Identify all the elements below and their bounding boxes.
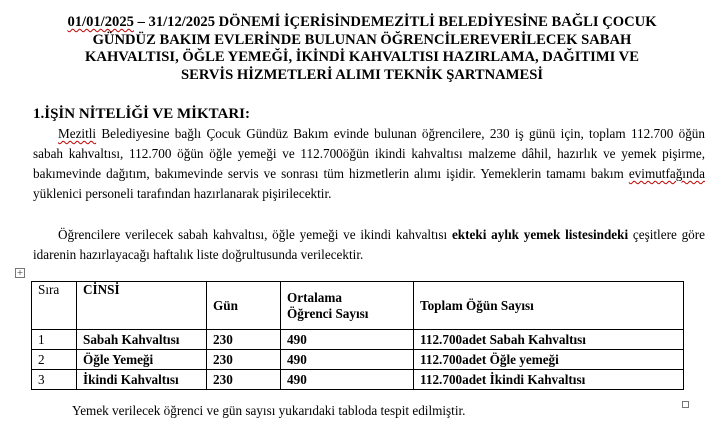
table-resize-handle[interactable] [682,401,689,408]
title-line-1-rest: – 31/12/2025 DÖNEMİ İÇERİSİNDEMEZİTLİ BELEDİYESİNE BAĞLI ÇOCUK [133,14,657,30]
cell-gun: 230 [207,330,281,350]
document-title [18,14,706,84]
paragraph-1-misspelled-word: evimutfağında [628,166,705,181]
header-sira: Sıra [32,282,77,330]
paragraph-1 [33,124,705,204]
table-row [32,370,684,390]
table-row [32,350,684,370]
meals-table [31,281,684,390]
cell-cinsi: Sabah Kahvaltısı [77,330,207,350]
title-line-4: SERVİS HİZMETLERİ ALIMI TEKNİK ŞARTNAMESİ [180,66,544,83]
footer-note: Yemek verilecek öğrenci ve gün sayısı yukarıdaki tabloda tespit edilmiştir. [72,403,466,418]
cell-cinsi: Öğle Yemeği [77,350,207,370]
header-ortalama-line-2: Öğrenci Sayısı [287,305,369,321]
section-heading: 1.İŞİN NİTELİĞİ VE MİKTARI: [33,106,250,122]
cell-sira: 3 [32,370,77,390]
table-header-row [32,282,684,330]
title-line-2: GÜNDÜZ BAKIM EVLERİNDE BULUNAN ÖĞRENCİLEREVERİLECEK SABAH [92,31,632,48]
paragraph-1-text-a: Belediyesine bağlı Çocuk Gündüz Bakım evinde bulunan öğrencilere, 230 iş günü için, toplam 112.700 öğün sabah kahvaltısı, 112.700 öğün öğle yemeği ve 112.700öğün ikindi kahvaltısı malzeme dâhil, hazırlık ve yemek pişirme, bakımevinde dağıtım, bakımevinde servis ve sonrası tüm hizmetlerin alımı işidir. Yemeklerin tamamı bakım [33,126,705,181]
cell-ortalama: 490 [281,370,414,390]
header-ortalama-line-1: Ortalama [287,289,342,305]
paragraph-2-text-b: çeşitlere göre idarenin hazırlayacağı haftalık liste doğrultusunda verilecektir. [33,227,706,262]
title-line-1 [18,14,706,32]
title-date-start: 01/01/2025 [67,14,134,30]
header-toplam: Toplam Öğün Sayısı [414,282,684,330]
paragraph-1-first-word: Mezitli [58,126,97,141]
cell-sira: 1 [32,330,77,350]
cell-cinsi: İkindi Kahvaltısı [77,370,207,390]
cell-gun: 230 [207,350,281,370]
table-move-handle-icon[interactable]: + [16,268,24,277]
paragraph-2-bold: ekteki aylık yemek listesindeki [451,227,629,242]
cell-toplam: 112.700adet Öğle yemeği [414,350,684,370]
cell-toplam: 112.700adet İkindi Kahvaltısı [414,370,684,390]
cell-toplam: 112.700adet Sabah Kahvaltısı [414,330,684,350]
header-ortalama [281,282,414,330]
cell-ortalama: 490 [281,350,414,370]
cell-gun: 230 [207,370,281,390]
paragraph-1-text-b: yüklenici personeli tarafından hazırlanarak pişirilecektir. [33,186,332,201]
paragraph-2 [33,225,705,265]
header-gun: Gün [207,282,281,330]
table-row [32,330,684,350]
cell-ortalama: 490 [281,330,414,350]
paragraph-2-text-a: Öğrencilere verilecek sabah kahvaltısı, öğle yemeği ve ikindi kahvaltısı [58,227,452,242]
title-line-3: KAHVALTISI, ÖĞLE YEMEĞİ, İKİNDİ KAHVALTISI HAZIRLAMA, DAĞITIMI VE [85,49,639,65]
cell-sira: 2 [32,350,77,370]
header-cinsi: CİNSİ [77,282,207,330]
